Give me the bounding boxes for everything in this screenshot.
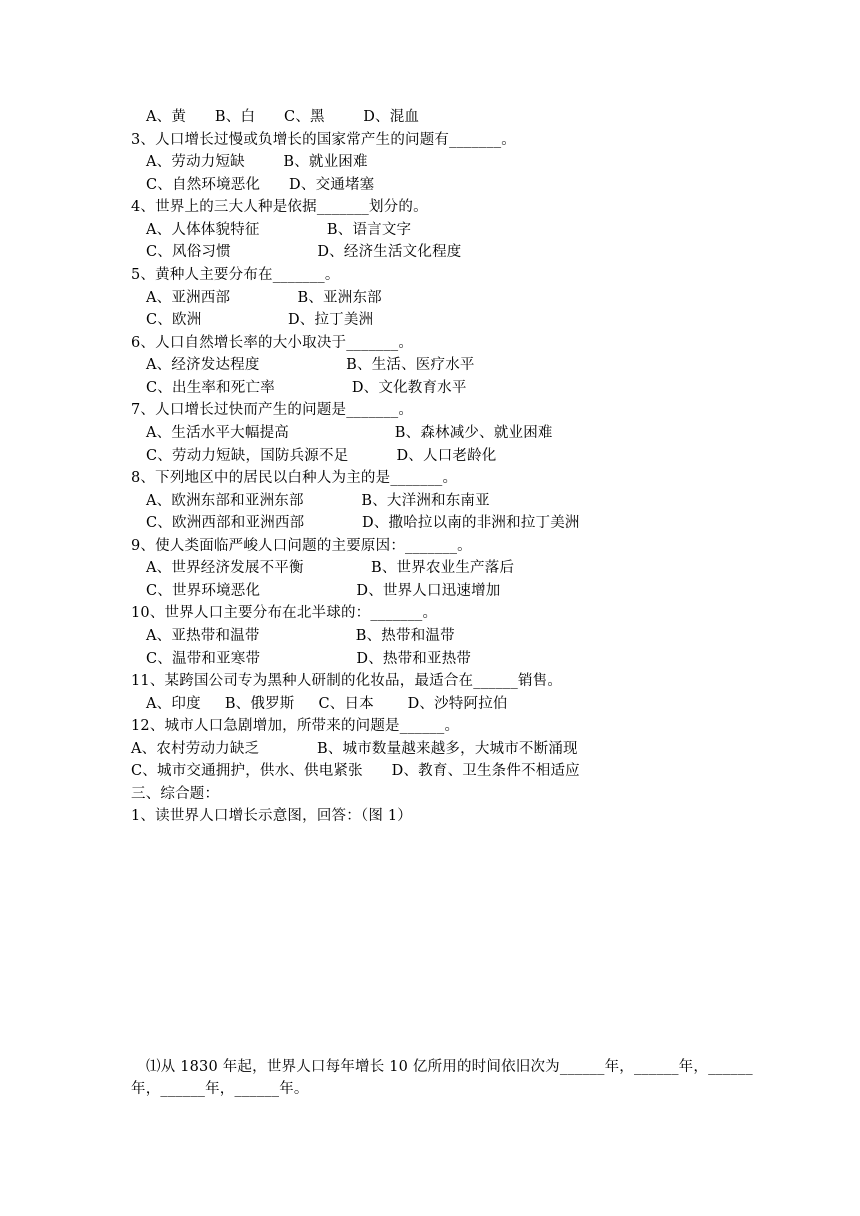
q6-options-cd: C、出生率和死亡率 D、文化教育水平: [146, 380, 467, 396]
q12-question: 12、城市人口急剧增加，所带来的问题是______。: [131, 718, 460, 734]
q2-options: A、黄 B、白 C、黑 D、混血: [146, 109, 420, 125]
q4-question: 4、世界上的三大人种是依据_______划分的。: [131, 199, 428, 215]
sub-question-1-line1: ⑴从 1830 年起，世界人口每年增长 10 亿所用的时间依旧次为______年，______年，______: [146, 1059, 753, 1075]
comprehensive-q1: 1、读世界人口增长示意图，回答：（图 1）: [131, 808, 413, 824]
q9-question: 9、使人类面临严峻人口问题的主要原因：_______。: [131, 538, 472, 554]
q6-options-ab: A、经济发达程度 B、生活、医疗水平: [146, 357, 475, 373]
q8-options-cd: C、欧洲西部和亚洲西部 D、撒哈拉以南的非洲和拉丁美洲: [146, 515, 580, 531]
q8-options-ab: A、欧洲东部和亚洲东部 B、大洋洲和东南亚: [146, 493, 490, 509]
q12-options-cd: C、城市交通拥护，供水、供电紧张 D、教育、卫生条件不相适应: [131, 763, 580, 779]
q7-options-ab: A、生活水平大幅提高 B、森林减少、就业困难: [146, 425, 553, 441]
q11-options: A、印度 B、俄罗斯 C、日本 D、沙特阿拉伯: [146, 696, 508, 712]
q12-options-ab: A、农村劳动力缺乏 B、城市数量越来越多，大城市不断涌现: [131, 741, 578, 757]
q3-question: 3、人口增长过慢或负增长的国家常产生的问题有_______。: [131, 132, 516, 148]
q4-options-ab: A、人体体貌特征 B、语言文字: [146, 222, 412, 238]
q8-question: 8、下列地区中的居民以白种人为主的是_______。: [131, 470, 458, 486]
section-heading: 三、综合题：: [131, 786, 220, 802]
q6-question: 6、人口自然增长率的大小取决于_______。: [131, 335, 414, 351]
q5-question: 5、黄种人主要分布在_______。: [131, 267, 340, 283]
q5-options-ab: A、亚洲西部 B、亚洲东部: [146, 290, 382, 306]
q3-options-ab: A、劳动力短缺 B、就业困难: [146, 154, 368, 170]
q5-options-cd: C、欧洲 D、拉丁美洲: [146, 312, 374, 328]
q7-question: 7、人口增长过快而产生的问题是_______。: [131, 402, 414, 418]
q3-options-cd: C、自然环境恶化 D、交通堵塞: [146, 177, 375, 193]
q10-question: 10、世界人口主要分布在北半球的：_______。: [131, 605, 438, 621]
q7-options-cd: C、劳动力短缺，国防兵源不足 D、人口老龄化: [146, 448, 497, 464]
sub-question-1-line2: 年，______年，______年。: [131, 1081, 309, 1097]
q10-options-cd: C、温带和亚寒带 D、热带和亚热带: [146, 651, 472, 667]
q9-options-cd: C、世界环境恶化 D、世界人口迅速增加: [146, 583, 501, 599]
q9-options-ab: A、世界经济发展不平衡 B、世界农业生产落后: [146, 560, 515, 576]
q11-question: 11、某跨国公司专为黑种人研制的化妆品，最适合在______销售。: [131, 673, 563, 689]
q4-options-cd: C、风俗习惯 D、经济生活文化程度: [146, 244, 462, 260]
q10-options-ab: A、亚热带和温带 B、热带和温带: [146, 628, 455, 644]
